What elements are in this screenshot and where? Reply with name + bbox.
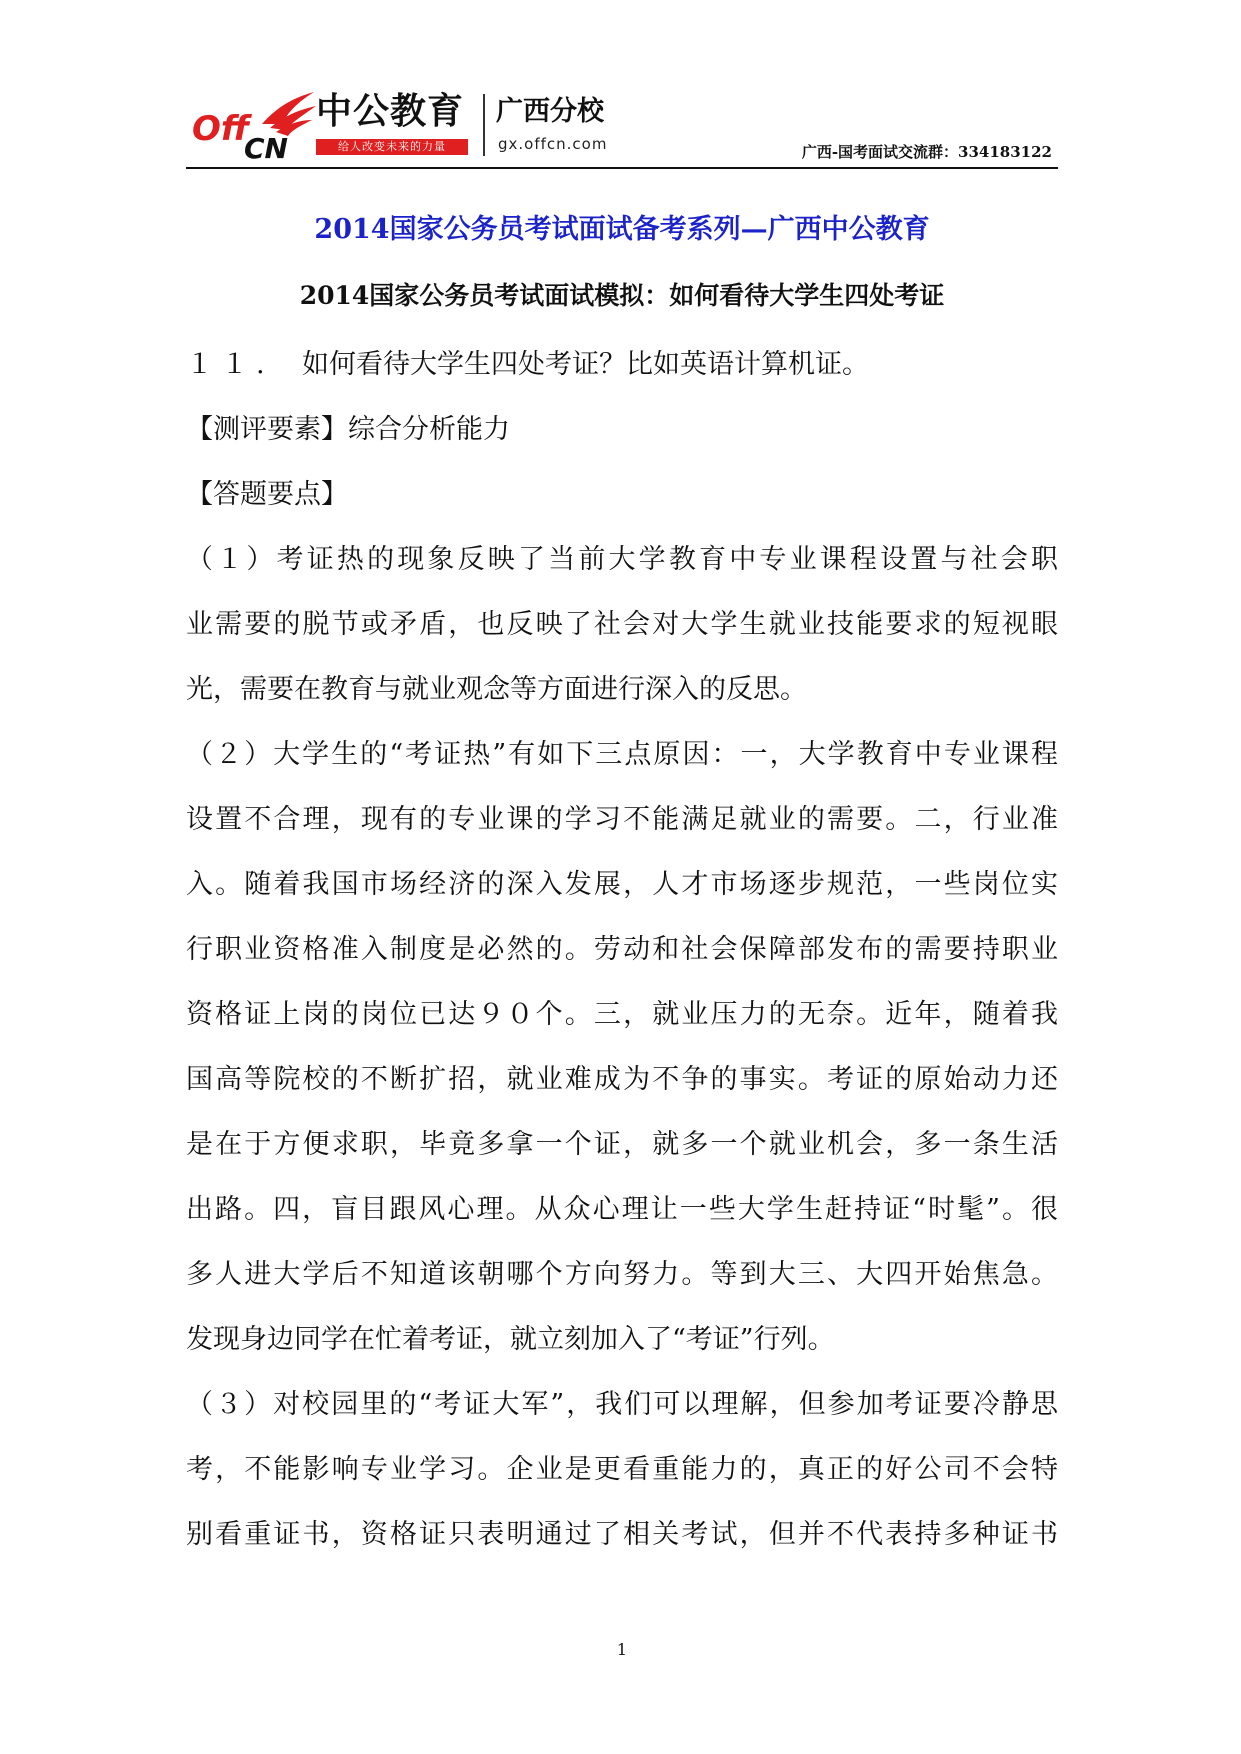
page-header (186, 84, 1058, 168)
body-line: 【测评要素】综合分析能力 (186, 414, 510, 445)
question-number: １１. (186, 349, 273, 380)
branch-url: gx.offcn.com (498, 135, 608, 153)
body-line: 考，不能影响专业学习。企业是更看重能力的，真正的好公司不会特 (186, 1454, 1058, 1485)
body-line: 资格证上岗的岗位已达９０个。三，就业压力的无奈。近年，随着我 (186, 999, 1058, 1030)
body-line: 多人进大学后不知道该朝哪个方向努力。等到大三、大四开始焦急。 (186, 1259, 1058, 1290)
svg-text:CN: CN (244, 132, 288, 162)
body-line: 入。随着我国市场经济的深入发展，人才市场逐步规范，一些岗位实 (186, 869, 1058, 900)
logo-divider (483, 94, 485, 156)
document-title: 2014国家公务员考试面试备考系列—广西中公教育 (314, 214, 930, 245)
document-body (186, 340, 1058, 1575)
document-subtitle: 2014国家公务员考试面试模拟：如何看待大学生四处考证 (299, 281, 945, 310)
body-line: 设置不合理，现有的专业课的学习不能满足就业的需要。二，行业准 (186, 804, 1058, 835)
question-line (186, 340, 1058, 405)
body-line: （２）大学生的“考证热”有如下三点原因：一，大学教育中专业课程 (186, 739, 1058, 770)
brand-name: 中公教育 (316, 91, 465, 132)
body-line: （３）对校园里的“考证大军”，我们可以理解，但参加考证要冷静思 (186, 1389, 1058, 1420)
body-line: 业需要的脱节或矛盾，也反映了社会对大学生就业技能要求的短视眼 (186, 609, 1058, 640)
branch-name: 广西分校 (496, 96, 604, 127)
offcn-logo (186, 84, 626, 164)
qq-group-info: 广西-国考面试交流群：334183122 (801, 143, 1052, 161)
body-line: 行职业资格准入制度是必然的。劳动和社会保障部发布的需要持职业 (186, 934, 1058, 965)
body-line: 光，需要在教育与就业观念等方面进行深入的反思。 (186, 674, 807, 705)
body-line: 【答题要点】 (186, 479, 348, 510)
body-line: 出路。四，盲目跟风心理。从众心理让一些大学生赶持证“时髦”。很 (186, 1194, 1058, 1225)
body-line: 国高等院校的不断扩招，就业难成为不争的事实。考证的原始动力还 (186, 1064, 1058, 1095)
svg-text:Off: Off (192, 109, 250, 149)
offcn-logo-mark-icon (192, 90, 320, 162)
body-line: （１）考证热的现象反映了当前大学教育中专业课程设置与社会职 (186, 544, 1058, 575)
question-text: 如何看待大学生四处考证？比如英语计算机证。 (302, 349, 869, 380)
body-line: 是在于方便求职，毕竟多拿一个证，就多一个就业机会，多一条生活 (186, 1129, 1058, 1160)
header-divider (186, 167, 1058, 169)
body-line: 别看重证书，资格证只表明通过了相关考试，但并不代表持多种证书 (186, 1519, 1058, 1550)
body-line: 发现身边同学在忙着考证，就立刻加入了“考证”行列。 (186, 1324, 835, 1355)
brand-slogan: 给人改变未来的力量 (316, 139, 468, 155)
page-number: 1 (616, 1640, 628, 1659)
